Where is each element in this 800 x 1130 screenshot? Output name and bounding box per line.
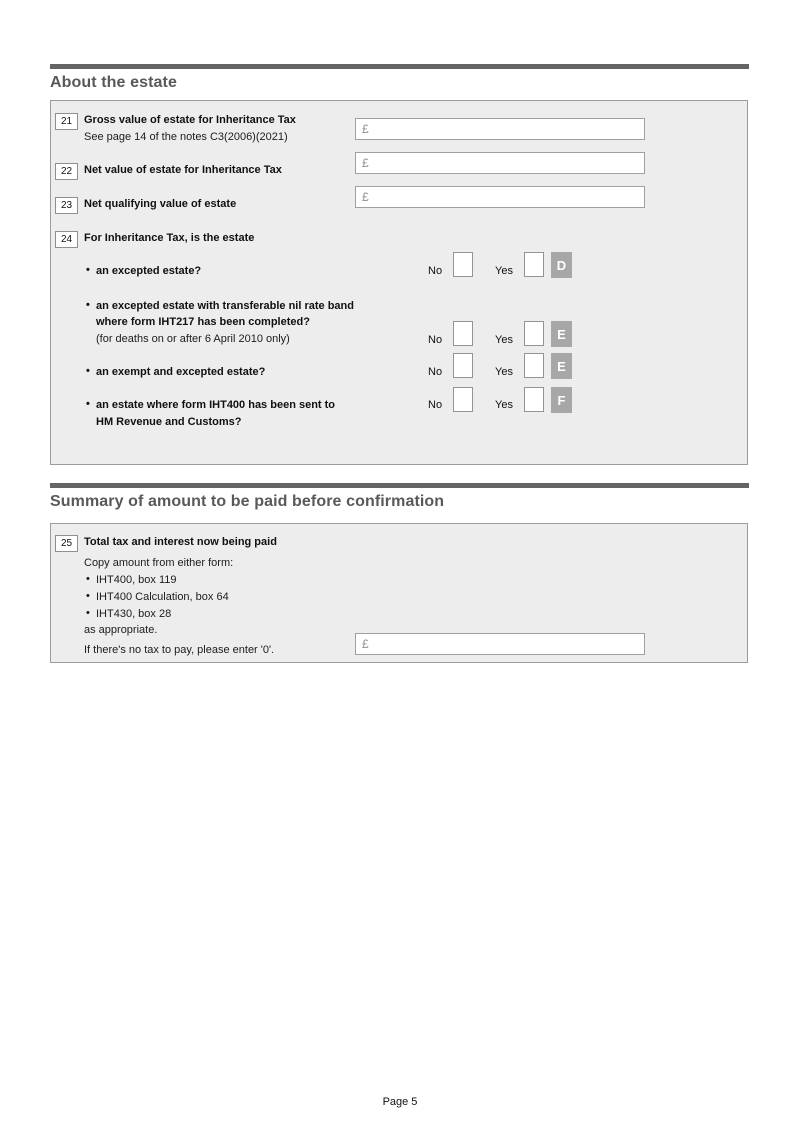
q24-option4-yes-checkbox[interactable] [524,387,544,412]
gross-value-input[interactable] [355,118,645,140]
question-number-25: 25 [55,535,78,552]
q24-option4-yes-label: Yes [495,399,513,411]
q24-option2-text-line1: • an excepted estate with transferable nil rate band [96,300,354,312]
q24-option2-yes-checkbox[interactable] [524,321,544,346]
page-number: Page 5 [382,1096,418,1108]
q24-option2-yes-label: Yes [495,334,513,346]
section-divider-bar-2 [50,483,749,488]
q24-option4-no-label: No [428,399,443,411]
q24-option1-yes-label: Yes [495,265,513,277]
q21-label: Gross value of estate for Inheritance Tax [84,114,296,126]
q24-option3-no-label: No [428,366,443,378]
q24-option2-text-line3: (for deaths on or after 6 April 2010 only) [96,333,290,345]
q24-option2-text-line2: where form IHT217 has been completed? [96,316,310,328]
total-tax-input[interactable] [355,633,645,655]
q24-option4-badge-f: F [551,387,572,413]
q25-label: Total tax and interest now being paid [84,536,277,548]
q25-note: If there's no tax to pay, please enter '0'. [84,644,275,656]
q24-option3-text: • an exempt and excepted estate? [96,366,265,378]
q25-source-iht400: • IHT400, box 119 [96,574,177,586]
question-number-23: 23 [55,197,78,214]
q24-option4-no-checkbox[interactable] [453,387,473,412]
q24-option1-no-label: No [428,265,443,277]
q24-option2-no-label: No [428,334,443,346]
q24-option4-text-line2: HM Revenue and Customs? [96,416,242,428]
q25-source-iht430: • IHT430, box 28 [96,608,171,620]
section-divider-bar [50,64,749,69]
q24-option3-badge-e: E [551,353,572,379]
q24-option2-no-checkbox[interactable] [453,321,473,346]
net-qualifying-value-input[interactable] [355,186,645,208]
q24-option1-badge-d: D [551,252,572,278]
q24-option4-text-line1: • an estate where form IHT400 has been sent to [96,399,335,411]
section-title-summary: Summary of amount to be paid before confirmation [50,493,445,510]
q24-option3-yes-checkbox[interactable] [524,353,544,378]
section-title-about-estate: About the estate [50,74,177,91]
q24-option1-no-checkbox[interactable] [453,252,473,277]
q22-label: Net value of estate for Inheritance Tax [84,164,282,176]
question-number-22: 22 [55,163,78,180]
q24-option3-yes-label: Yes [495,366,513,378]
q25-intro: Copy amount from either form: [84,557,234,569]
q25-source-iht400-calculation: • IHT400 Calculation, box 64 [96,591,229,603]
q25-outro: as appropriate. [84,624,158,636]
question-number-24: 24 [55,231,78,248]
q21-note: See page 14 of the notes C3(2006)(2021) [84,131,288,143]
q24-option1-yes-checkbox[interactable] [524,252,544,277]
q24-option3-no-checkbox[interactable] [453,353,473,378]
q24-option1-text: • an excepted estate? [96,265,201,277]
question-number-21: 21 [55,113,78,130]
net-value-input[interactable] [355,152,645,174]
q23-label: Net qualifying value of estate [84,198,237,210]
q24-option2-badge-e: E [551,321,572,347]
q24-label: For Inheritance Tax, is the estate [84,232,255,244]
